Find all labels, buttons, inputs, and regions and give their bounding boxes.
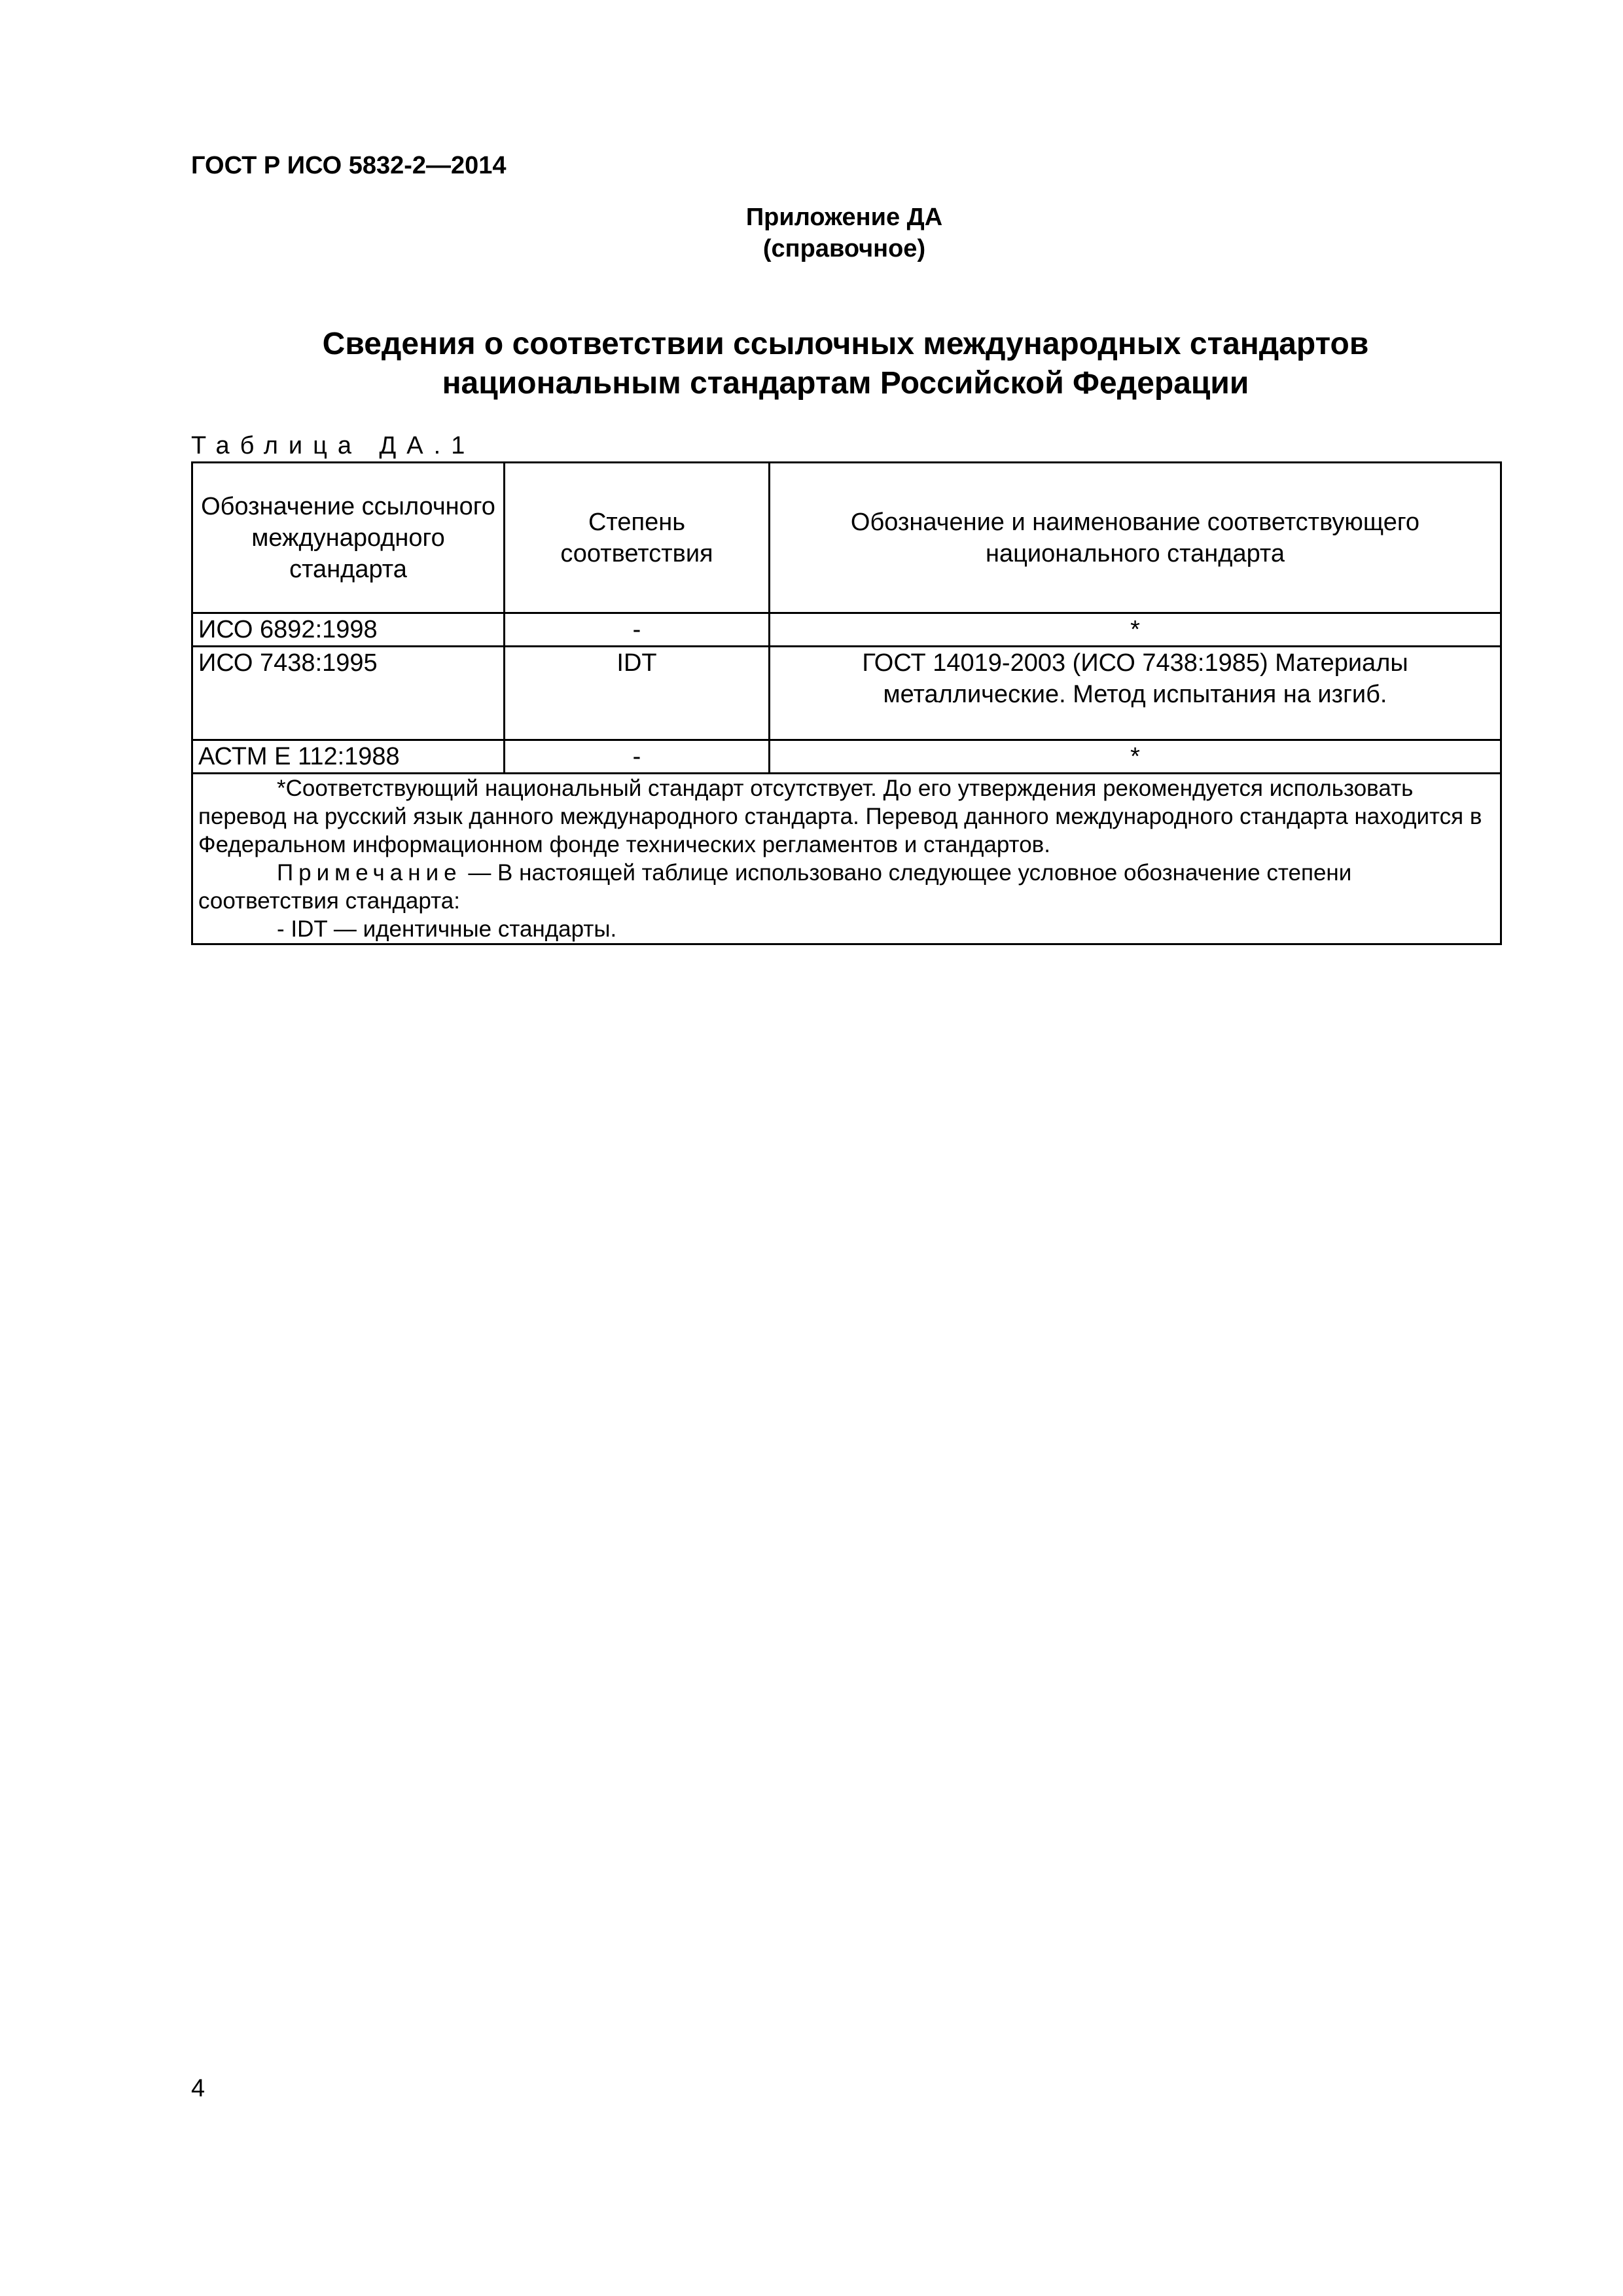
cell-standard: АСТМ Е 112:1988	[192, 740, 505, 774]
table-notes	[192, 774, 1501, 944]
table-row	[192, 613, 1501, 647]
header-degree-of-correspondence: Степень соответствия	[505, 463, 770, 613]
table-notes-row	[192, 774, 1501, 944]
cell-national: *	[770, 740, 1501, 774]
header-national-standard: Обозначение и наименование соответствующего национального стандарта	[770, 463, 1501, 613]
cell-degree: -	[505, 740, 770, 774]
header-international-standard: Обозначение ссылочного международного стандарта	[192, 463, 505, 613]
appendix-kind: (справочное)	[762, 235, 926, 262]
title-line-2: национальным стандартам Российской Федерации	[442, 366, 1249, 401]
table-caption: Таблица ДА.1	[191, 432, 476, 459]
page-title	[191, 325, 1500, 403]
correspondence-table	[191, 461, 1502, 945]
page-number: 4	[191, 2075, 205, 2102]
footnote: *Соответствующий национальный стандарт отсутствует. До его утверждения рекомендуется использовать перевод на русский язык данного международного стандарта. Перевод данного международного стандарта находится в Федеральном информационном фонде технических регламентов и стандартов.	[198, 776, 1482, 857]
cell-standard: ИСО 6892:1998	[192, 613, 505, 647]
title-line-1: Сведения о соответствии ссылочных международных стандартов	[322, 327, 1369, 361]
cell-national: ГОСТ 14019-2003 (ИСО 7438:1985) Материалы металлические. Метод испытания на изгиб.	[770, 647, 1501, 740]
table-row	[192, 740, 1501, 774]
document-code: ГОСТ Р ИСО 5832-2—2014	[191, 152, 507, 179]
cell-national: *	[770, 613, 1501, 647]
cell-degree: -	[505, 613, 770, 647]
note-text: — В настоящей таблице использовано следующее условное обозначение степени соответствия стандарта:	[198, 860, 1352, 914]
note-item: - IDT — идентичные стандарты.	[277, 916, 617, 942]
appendix-label: Приложение ДА	[745, 204, 943, 231]
note	[198, 859, 1495, 915]
table-header-row	[192, 463, 1501, 613]
note-label: Примечание	[277, 860, 462, 886]
cell-standard: ИСО 7438:1995	[192, 647, 505, 740]
table-row	[192, 647, 1501, 740]
cell-degree: IDT	[505, 647, 770, 740]
